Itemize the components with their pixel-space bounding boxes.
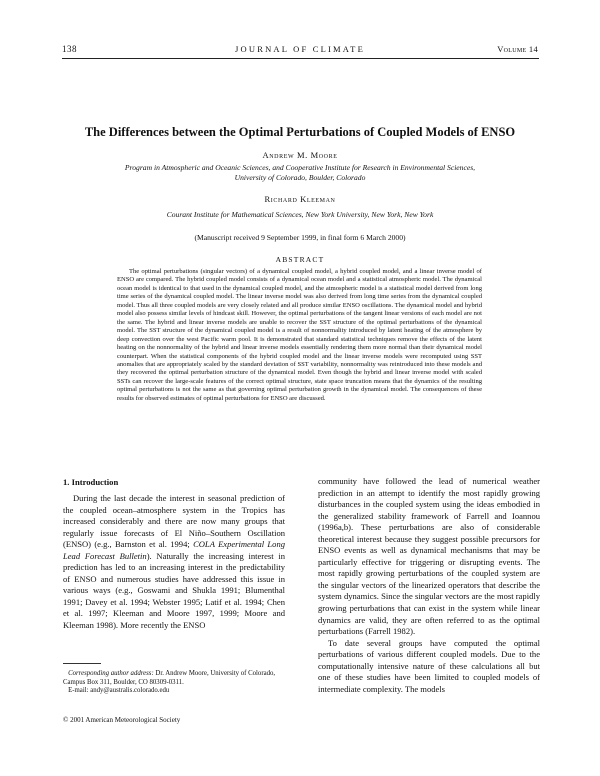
- footnote-label: Corresponding author address:: [68, 670, 154, 677]
- author-name: Andrew M. Moore: [262, 150, 338, 160]
- body-italic-text: COLA Experimental Long Lead Forecast Bulletin: [63, 539, 286, 561]
- body-column-right: [318, 476, 540, 695]
- volume-label: Volume 14: [497, 44, 538, 54]
- body-column-left: [63, 493, 285, 632]
- footnote-text: Dr. Andrew Moore, University of Colorado, Campus Box 311, Boulder, CO 80309-0311.: [63, 670, 276, 686]
- footnote-email: E-mail: andy@australis.colorado.edu: [68, 687, 170, 695]
- abstract-heading: ABSTRACT: [275, 255, 325, 264]
- page-number: 138: [62, 44, 77, 54]
- paper-title: The Differences between the Optimal Perturbations of Coupled Models of ENSO: [84, 125, 516, 139]
- abstract-text: The optimal perturbations (singular vectors) of a dynamical coupled model, a hybrid coupled model, and a linear inverse model of ENSO are compared. The hybrid coupled model consists of a dynamical ocean model and a statistical atmospheric model. The dynamical ocean model is identical to that used in the dynamical coupled model, and the atmospheric model is a statistical model derived from long time series of the dynamical coupled model. The linear inverse model was also derived from long time series from the dynamical coupled model. Thus all three coupled models are very closely related and all produce similar ENSO oscillations. The dynamical model and hybrid model also possess similar levels of hindcast skill. However, the optimal perturbations of the tangent linear versions of each model are not the same. The hybrid and linear inverse models are unable to recover the SST structure of the optimal perturbations of the dynamical model. The SST structure of the dynamical coupled model is a result of nonnormality introduced by latent heating of the atmosphere by deep convection over the west Pacific warm pool. It is demonstrated that standard statistical techniques remove the effects of the latent heating on the nonnormality of the hybrid and linear inverse models essentially rendering them more normal than their dynamical model counterpart. When the statistical components of the hybrid coupled model and the linear inverse models were recomputed using SST anomalies that are appropriately scaled by the standard deviation of SST variability, nonnormality was reintroduced into these models and they recovered the optimal perturbation structure of the dynamical model. Even though the hybrid and linear inverse model with scaled SSTs can recover the large-scale features of the correct optimal structure, state space truncation means that the dynamics of the resulting optimal perturbations is not the same as that governing optimal perturbation growth in the dynamical model. The consequences of these results for observed estimates of optimal perturbations for ENSO are discussed.: [117, 268, 482, 402]
- copyright-notice: © 2001 American Meteorological Society: [63, 716, 181, 724]
- manuscript-dates: (Manuscript received 9 September 1999, in final form 6 March 2000): [194, 233, 406, 242]
- affiliation-line: Program in Atmospheric and Oceanic Sciences, and Cooperative Institute for Research in Environmental Sciences,: [124, 163, 476, 172]
- footnote-rule: [63, 663, 101, 664]
- body-paragraph: To date several groups have computed the optimal perturbations of various different coupled models. Due to the computationally intensive nature of these calculations all but one of these studies have been limited to coupled models of intermediate complexity. The models: [318, 637, 540, 694]
- author-affiliation: [0, 163, 600, 183]
- header-rule: [62, 58, 539, 59]
- affiliation-line: University of Colorado, Boulder, Colorado: [234, 173, 366, 182]
- journal-title: JOURNAL OF CLIMATE: [235, 44, 365, 54]
- body-text: ). Naturally the increasing interest in prediction has led to an increasing interest in the predictability of ENSO and numerous studies have addressed this issue in various ways (e.g., Goswami and Shukla 1991; Blumenthal 1991; Davey et al. 1994; Webster 1995; Latif et al. 1994; Chen et al. 1997; Kleeman and Moore 1997, 1999; Moore and Kleeman 1998). More recently the ENSO: [63, 550, 285, 631]
- author-name: Richard Kleeman: [264, 194, 336, 204]
- body-text: During the last decade the interest in seasonal prediction of the coupled ocean–atmosphere system in the Tropics has increased considerably and there are now many groups that regularly issue forecasts of El Niño–Southern Oscillation (ENSO) (e.g., Barnston et al. 1994;: [63, 493, 285, 550]
- body-paragraph: community have followed the lead of numerical weather prediction in an attempt to identify the most rapidly growing disturbances in the coupled system using the ideas embodied in the generalized stability framework of Farrell and Ioannou (1996a,b). These perturbations are also of considerable theoretical interest because they suggest possible precursors for ENSO events as well as dynamical mechanisms that may be particularly effective for triggering or disrupting events. The most rapidly growing perturbations of the coupled system are the singular vectors of the linearized operators that describe the system dynamics. Since the singular vectors are the most rapidly growing perturbations that can exist in the system while linear dynamics are valid, they are often referred to as the optimal perturbations (Farrell 1982).: [318, 476, 540, 637]
- section-heading: 1. Introduction: [63, 477, 119, 487]
- author-affiliation: Courant Institute for Mathematical Sciences, New York University, New York, New York: [166, 210, 434, 219]
- footnote: [63, 670, 285, 696]
